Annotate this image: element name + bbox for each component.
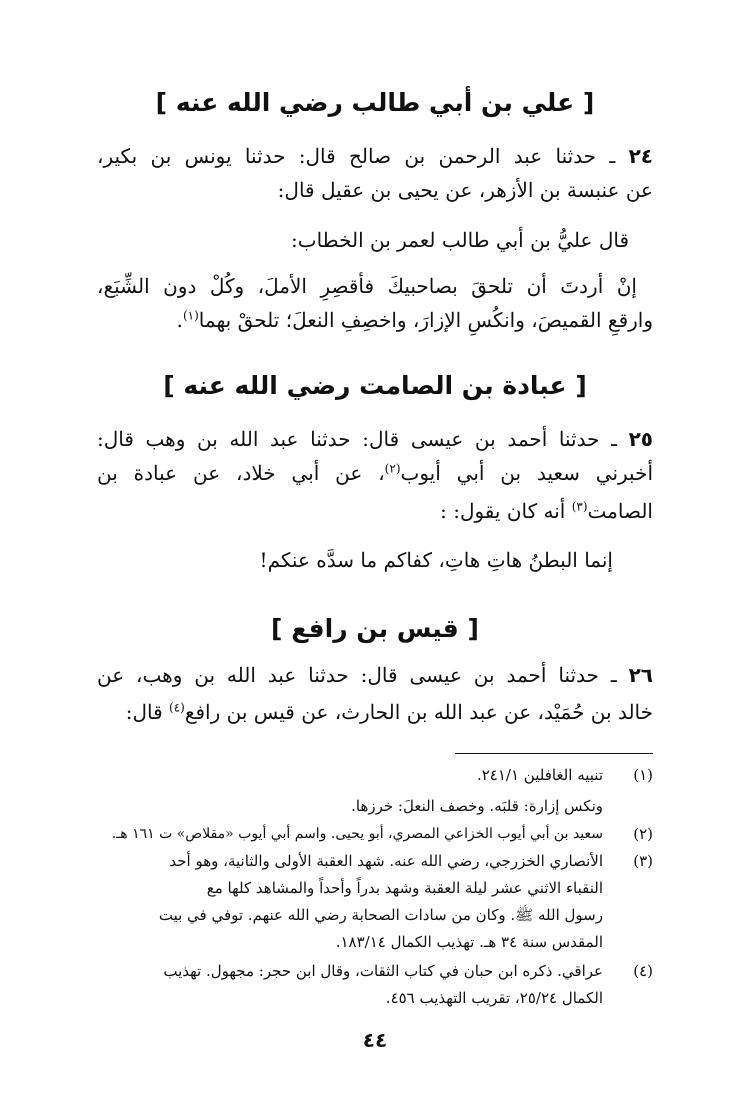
footnote-text: المقدس سنة ٣٤ هـ. تهذيب الكمال ١٨٣/١٤. [335, 933, 603, 951]
hadith-text: أخبرني سعيد بن أبي أيوب [400, 461, 654, 485]
section-heading-qays [97, 612, 653, 646]
close-bracket: ] [163, 371, 175, 400]
footnote-ref[interactable]: (١) [182, 308, 199, 323]
hadith-text: إنْ أردتَ أن تلحقَ بصاحبيكَ فأقصِرِ الأملَ، وكُلْ دون الشِّبَع، [97, 274, 637, 298]
footnote-ref[interactable]: (٢) [384, 461, 401, 476]
hadith-number: ٢٤ [628, 144, 653, 168]
hadith-text: قال عليُّ بن أبي طالب لعمر بن الخطاب: [291, 228, 629, 252]
footnote-mark: (٤) [633, 962, 653, 980]
hadith-text: أنه كان يقول: : [440, 499, 572, 523]
hadith-24-line-3 [291, 225, 629, 255]
footnote-text: تنبيه الغافلين ٢٤١/١. [476, 766, 603, 784]
section-title: عبادة بن الصامت رضي الله عنه [183, 371, 567, 400]
hadith-text: الصامت [587, 499, 653, 523]
section-title: قيس بن رافع [291, 614, 459, 643]
footnote-mark: (٢) [633, 825, 653, 843]
hadith-24-line-2 [97, 175, 653, 205]
hadith-text: ـ حدثنا عبد الرحمن بن صالح قال: حدثنا يونس بن بكير، [97, 144, 616, 168]
footnote-ref[interactable]: (٤) [169, 700, 185, 715]
hadith-26-line-2 [97, 697, 653, 727]
hadith-number: ٢٦ [628, 663, 654, 687]
footnote-text: النقباء الاثني عشر ليلة العقبة وشهد بدراً وأحداً والمشاهد كلها مع [206, 879, 603, 897]
close-bracket: ] [271, 614, 283, 643]
footnote-text: رسول الله ﷺ. وكان من سادات الصحابة رضي الله عنهم. توفي في بيت [158, 906, 603, 924]
page-number: ٤٤ [362, 1028, 388, 1052]
hadith-text: عن عنبسة بن الأزهر، عن يحيى بن عقيل قال: [277, 178, 653, 202]
hadith-25-line-2 [97, 458, 653, 488]
footnote-text: ونكس إزارة: قلبَه. وخصف النعلَ: خرزها. [351, 797, 603, 815]
open-bracket: [ [575, 371, 587, 400]
footnote-separator [455, 753, 653, 754]
section-heading-ali [97, 86, 653, 120]
hadith-25-line-1 [97, 424, 653, 454]
hadith-text: خالد بن حُمَيْد، عن عبد الله بن الحارث، عن قيس بن رافع [184, 700, 653, 724]
hadith-text: ـ حدثنا أحمد بن عيسى قال: حدثنا عبد الله بن وهب قال: [97, 427, 617, 451]
hadith-24-line-1 [97, 141, 653, 171]
footnote-mark: (٣) [633, 852, 653, 870]
hadith-25-line-3 [97, 496, 653, 526]
section-heading-ubada [97, 369, 653, 403]
hadith-text: وارقعِ القميصَ، وانكُسِ الإزارَ، واخصِفِ النعلَ؛ تلحقْ بهما [198, 308, 653, 332]
hadith-text: ، عن أبي خلاد، عن عبادة بن [97, 461, 385, 485]
footnote-text: الأنصاري الخزرجي، رضي الله عنه. شهد العقبة الأولى والثانية، وهو أحد [169, 852, 603, 870]
hadith-text: إنما البطنُ هاتِ هاتِ، كفاكم ما سدَّه عنكم! [259, 548, 613, 572]
footnote-ref[interactable]: (٣) [571, 499, 588, 514]
footnote-text: سعيد بن أبي أيوب الخزاعي المصري، أبو يحيى. واسم أبي أيوب «مقلاص» ت ١٦١ هـ. [111, 826, 603, 842]
hadith-text: ـ حدثنا أحمد بن عيسى قال: حدثنا عبد الله بن وهب، عن [97, 663, 617, 687]
footnote-mark: (١) [633, 766, 653, 784]
hadith-25-line-4 [260, 545, 613, 575]
footnote-text: عراقي. ذكره ابن حبان في كتاب الثقات، وقال ابن حجر: مجهول. تهذيب [163, 962, 603, 980]
hadith-number: ٢٥ [628, 427, 653, 451]
hadith-24-line-5: وارقعِ القميصَ، وانكُسِ الإزارَ، واخصِفِ النعلَ؛ تلحقْ بهما$^{(١)}$. [176, 308, 653, 332]
hadith-24-line-4 [97, 271, 637, 301]
hadith-26-line-1 [97, 660, 653, 690]
section-title: علي بن أبي طالب رضي الله عنه [175, 88, 575, 117]
book-page [97, 0, 653, 1114]
footnote-text: الكمال ٢٥/٢٤، تقريب التهذيب ٤٥٦. [385, 989, 603, 1007]
hadith-text: قال: [125, 700, 170, 724]
open-bracket: [ [467, 614, 479, 643]
open-bracket: [ [582, 88, 595, 117]
close-bracket: ] [155, 88, 168, 117]
